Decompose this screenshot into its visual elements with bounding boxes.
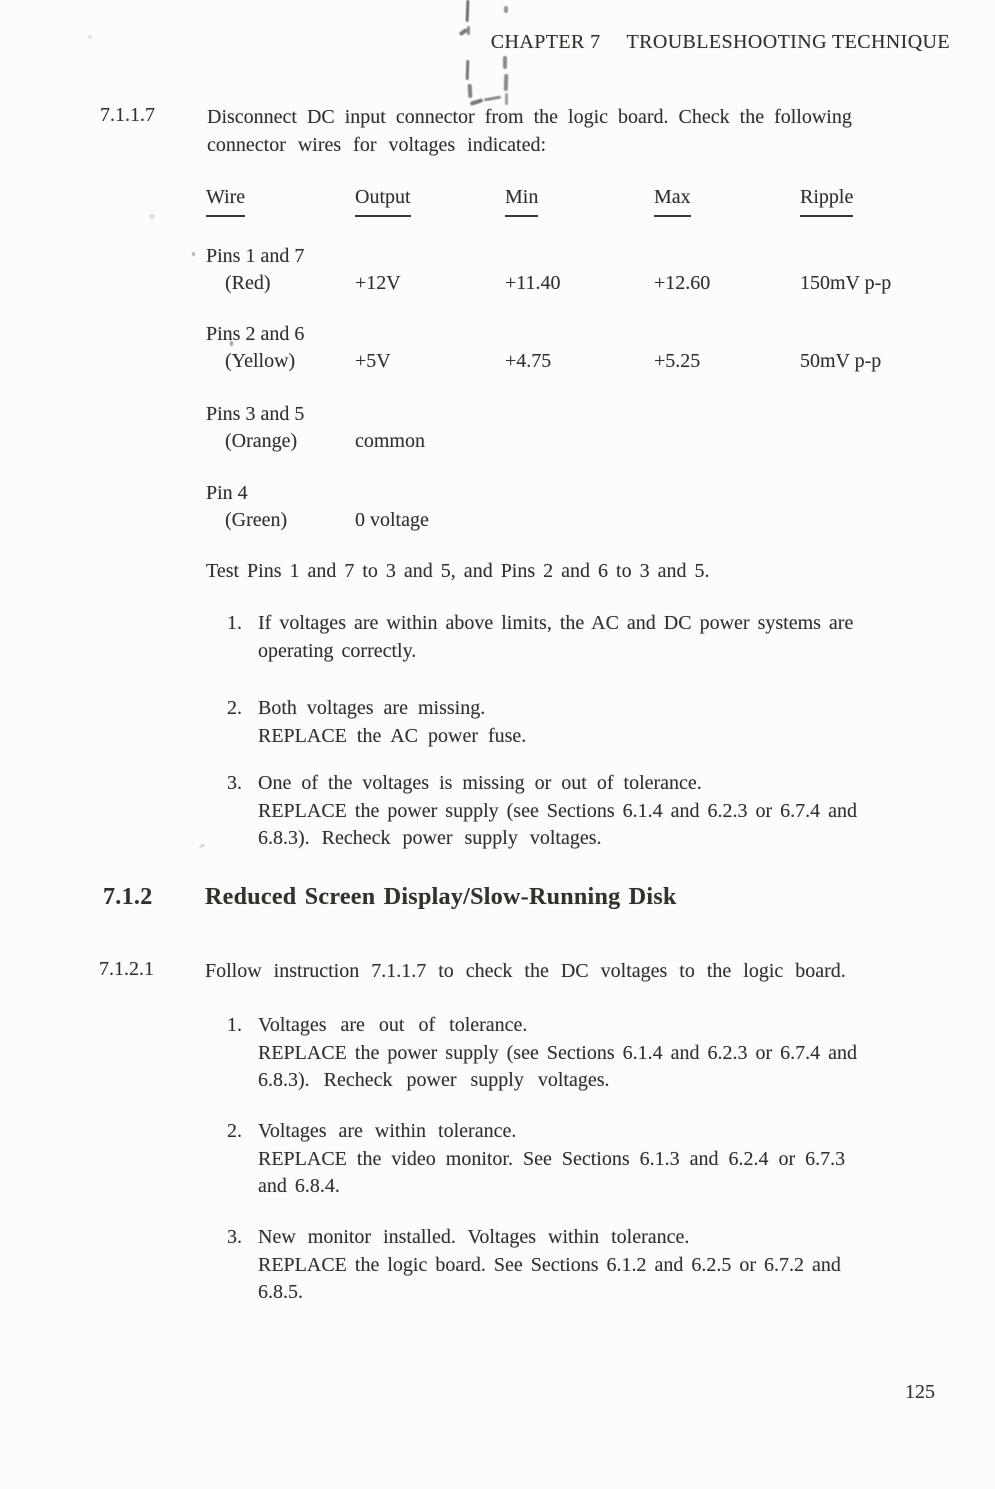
- item-line: If voltages are within above limits, the AC and DC power systems are: [258, 612, 854, 634]
- item-number: 3.: [227, 772, 242, 794]
- ink-smudge-mark: [503, 56, 507, 69]
- ripple-value: 150mV p-p: [800, 272, 892, 294]
- ink-smudge-mark: [484, 96, 501, 102]
- item-line: REPLACE the logic board. See Sections 6.1.2 and 6.2.5 or 6.7.2 and: [258, 1253, 841, 1276]
- item-line: REPLACE the power supply (see Sections 6.1.4 and 6.2.3 or 6.7.4 and: [258, 799, 858, 822]
- item-line: Both voltages are missing.: [258, 697, 486, 719]
- table-header-output: Output: [355, 184, 411, 217]
- item-number: 2.: [227, 1120, 242, 1142]
- item-line: New monitor installed. Voltages within tolerance.: [258, 1226, 690, 1248]
- wire-label: Pin 4: [206, 482, 248, 504]
- section-heading-title: Reduced Screen Display/Slow-Running Disk: [205, 884, 677, 910]
- item-number: 1.: [227, 612, 242, 634]
- output-value: common: [355, 430, 425, 452]
- output-value: +12V: [355, 272, 401, 294]
- item-number: 3.: [227, 1226, 242, 1248]
- test-note: Test Pins 1 and 7 to 3 and 5, and Pins 2 and 6 to 3 and 5.: [206, 560, 710, 582]
- wire-color: (Red): [225, 272, 271, 294]
- table-header-wire: Wire: [206, 184, 245, 217]
- table-row-pins-3-5: [206, 401, 966, 455]
- ink-smudge-mark: [504, 74, 509, 91]
- wire-color: (Yellow): [225, 350, 296, 372]
- paragraph-line: Disconnect DC input connector from the logic board. Check the following: [207, 106, 852, 128]
- item-line: 6.8.3). Recheck power supply voltages.: [258, 1069, 610, 1091]
- ink-smudge-mark: [504, 6, 508, 13]
- scan-speck: [192, 252, 195, 256]
- item-line: REPLACE the video monitor. See Sections 6.1.3 and 6.2.4 or 6.7.3: [258, 1147, 846, 1170]
- ink-smudge-mark: [466, 0, 470, 22]
- scan-speck: [150, 214, 154, 219]
- section-number-7-1-2-1: 7.1.2.1: [99, 958, 154, 980]
- chapter-label: CHAPTER 7: [490, 31, 601, 53]
- list-item-1: [227, 1012, 857, 1095]
- table-header-ripple: Ripple: [800, 184, 853, 217]
- item-number: 1.: [227, 1014, 242, 1036]
- item-line: One of the voltages is missing or out of tolerance.: [258, 772, 702, 794]
- page-number: 125: [905, 1381, 935, 1403]
- section-heading-number: 7.1.2: [103, 884, 153, 910]
- max-value: +5.25: [654, 350, 701, 372]
- wire-label: Pins 3 and 5: [206, 403, 305, 425]
- list-item-2: [227, 1118, 845, 1201]
- item-line: Voltages are within tolerance.: [258, 1120, 517, 1142]
- max-value: +12.60: [654, 272, 711, 294]
- ink-smudge-mark: [466, 60, 470, 80]
- table-row-pins-2-6: [206, 321, 966, 375]
- ripple-value: 50mV p-p: [800, 350, 882, 372]
- item-line: Voltages are out of tolerance.: [258, 1014, 528, 1036]
- min-value: +11.40: [505, 272, 561, 294]
- ink-smudge-mark: [459, 28, 469, 36]
- paragraph-line: connector wires for voltages indicated:: [207, 134, 546, 156]
- wire-color: (Orange): [225, 430, 298, 452]
- item-line: 6.8.3). Recheck power supply voltages.: [258, 827, 602, 849]
- scan-speck: [199, 844, 205, 849]
- output-value: +5V: [355, 350, 391, 372]
- section-number-7-1-1-7: 7.1.1.7: [100, 104, 155, 126]
- wire-label: Pins 1 and 7: [206, 245, 305, 267]
- item-line: REPLACE the power supply (see Sections 6.1.4 and 6.2.3 or 6.7.4 and: [258, 1041, 858, 1064]
- item-line: REPLACE the AC power fuse.: [258, 724, 527, 747]
- item-number: 2.: [227, 697, 242, 719]
- chapter-header: [491, 31, 950, 54]
- voltage-table-header-row: [206, 184, 966, 217]
- wire-label: Pins 2 and 6: [206, 323, 305, 345]
- scan-speck: [88, 35, 92, 39]
- chapter-title: TROUBLESHOOTING TECHNIQUE: [626, 31, 950, 53]
- min-value: +4.75: [505, 350, 552, 372]
- item-line: 6.8.5.: [258, 1281, 303, 1303]
- list-item-1: [227, 610, 853, 665]
- section-7-1-2-1-paragraph: [205, 957, 846, 985]
- table-row-pins-1-7: [206, 243, 966, 297]
- table-header-max: Max: [654, 184, 691, 217]
- paragraph-line: Follow instruction 7.1.1.7 to check the DC voltages to the logic board.: [205, 960, 846, 982]
- list-item-2: [227, 695, 526, 750]
- table-header-min: Min: [505, 184, 538, 217]
- list-item-3: [227, 1224, 841, 1307]
- item-line: operating correctly.: [258, 639, 417, 662]
- ink-smudge-mark: [468, 84, 473, 98]
- wire-color: (Green): [225, 509, 288, 531]
- section-7-1-1-7-paragraph: [207, 103, 852, 159]
- output-value: 0 voltage: [355, 509, 429, 531]
- list-item-3: [227, 770, 857, 853]
- table-row-pin-4: [206, 480, 966, 534]
- item-line: and 6.8.4.: [258, 1175, 340, 1197]
